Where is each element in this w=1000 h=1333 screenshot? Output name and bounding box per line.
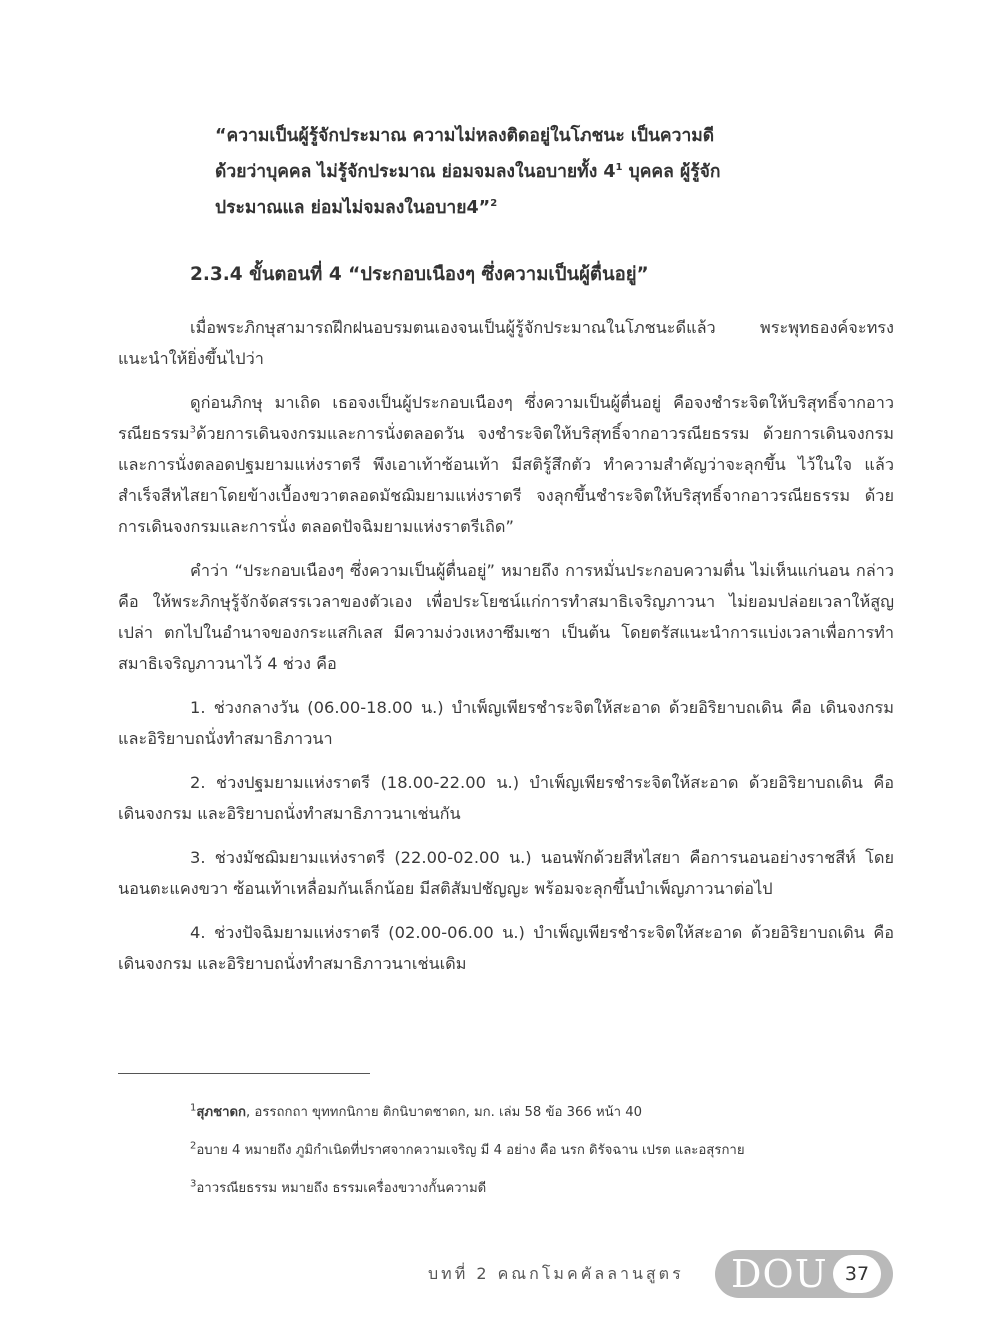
dou-logo: DOU: [731, 1252, 828, 1296]
paragraph: เมื่อพระภิกษุสามารถฝึกฝนอบรมตนเองจนเป็นผู้รู้จักประมาณในโภชนะดีแล้ว พระพุทธองค์จะทรงแนะนำให้ยิ่งขึ้นไปว่า: [118, 318, 894, 368]
footnote-ref[interactable]: 2: [490, 198, 498, 210]
quote-text: ประมาณแล ย่อมไม่จมลงในอบาย4”: [215, 198, 491, 218]
footnote-number: 3: [190, 1178, 197, 1190]
paragraph-text: ดูก่อนภิกษุ มาเถิด เธอจงเป็นผู้ประกอบเนืองๆ ซึ่งความเป็นผู้ตื่นอยู่ คือจงชำระจิตให้บริสุทธิ์จากอาวรณียธรรม: [118, 393, 894, 443]
section-heading: 2.3.4 ขั้นตอนที่ 4 “ประกอบเนืองๆ ซึ่งความเป็นผู้ตื่นอยู่”: [190, 264, 649, 285]
page-number: 37: [833, 1255, 881, 1293]
footnote-divider: [118, 1073, 370, 1074]
quote-line: [215, 190, 795, 226]
footnotes: [190, 1100, 910, 1214]
footnote-1: [190, 1100, 910, 1138]
paragraph: [118, 387, 894, 542]
paragraph: คำว่า “ประกอบเนืองๆ ซึ่งความเป็นผู้ตื่นอยู่” หมายถึง การหมั่นประกอบความตื่น ไม่เห็นแก่นอน กล่าวคือ ให้พระภิกษุรู้จักจัดสรรเวลาของตัวเอง เพื่อประโยชน์แก่การทำสมาธิเจริญภาวนา ไม่ยอมปล่อยเวลาให้สูญเปล่า ตกไปในอำนาจของกระแสกิเลส มีความง่วงเหงาซึมเซา เป็นต้น โดยตรัสแนะนำการแบ่งเวลาเพื่อการทำสมาธิเจริญภาวนาไว้ 4 ช่วง คือ: [118, 561, 894, 673]
footnote-text: อาวรณียธรรม หมายถึง ธรรมเครื่องขวางกั้นความดี: [196, 1181, 487, 1196]
list-item: 2. ช่วงปฐมยามแห่งราตรี (18.00-22.00 น.) บำเพ็ญเพียรชำระจิตให้สะอาด ด้วยอิริยาบถเดิน คือ เดินจงกรม และอิริยาบถนั่งทำสมาธิภาวนาเช่นกัน: [118, 773, 894, 823]
page-footer: [420, 1250, 895, 1300]
footnote-text: , อรรถกถา ขุททกนิกาย ติกนิบาตชาดก, มก. เล่ม 58 ข้อ 366 หน้า 40: [246, 1105, 643, 1120]
block-quote: [215, 118, 795, 226]
footnote-text: อบาย 4 หมายถึง ภูมิกำเนิดที่ปราศจากความเจริญ มี 4 อย่าง คือ นรก ดิรัจฉาน เปรต และอสุรกาย: [196, 1143, 745, 1158]
footnote-3: [190, 1176, 910, 1214]
quote-text: ด้วยว่าบุคคล ไม่รู้จักประมาณ ย่อมจมลงในอบายทั้ง 4: [215, 162, 616, 182]
quote-line: “ความเป็นผู้รู้จักประมาณ ความไม่หลงติดอยู่ในโภชนะ เป็นความดี: [215, 126, 715, 146]
footnote-2: [190, 1138, 910, 1176]
footnote-number: 1: [190, 1102, 197, 1114]
footnote-source-title: สุภชาดก: [196, 1105, 247, 1120]
quote-text: บุคคล ผู้รู้จัก: [622, 162, 721, 182]
footnote-ref[interactable]: 3: [189, 424, 196, 436]
chapter-title: บทที่ 2 คณกโมคคัลลานสูตร: [428, 1264, 684, 1283]
list-item: 3. ช่วงมัชฌิมยามแห่งราตรี (22.00-02.00 น.) นอนพักด้วยสีหไสยา คือการนอนอย่างราชสีห์ โดยนอนตะแคงขวา ซ้อนเท้าเหลื่อมกันเล็กน้อย มีสติสัมปชัญญะ พร้อมจะลุกขึ้นบำเพ็ญภาวนาต่อไป: [118, 848, 894, 898]
list-item: 1. ช่วงกลางวัน (06.00-18.00 น.) บำเพ็ญเพียรชำระจิตให้สะอาด ด้วยอิริยาบถเดิน คือ เดินจงกรม และอิริยาบถนั่งทำสมาธิภาวนา: [118, 698, 894, 748]
paragraph-text: ด้วยการเดินจงกรมและการนั่งตลอดวัน จงชำระจิตให้บริสุทธิ์จากอาวรณียธรรม ด้วยการเดินจงกรมและการนั่งตลอดปฐมยามแห่งราตรี พึงเอาเท้าซ้อนเท้า มีสติรู้สึกตัว ทำความสำคัญว่าจะลุกขึ้น ไว้ในใจ แล้วสำเร็จสีหไสยาโดยข้างเบื้องขวาตลอดมัชฌิมยามแห่งราตรี จงลุกขึ้นชำระจิตให้บริสุทธิ์จากอาวรณียธรรม ด้วยการเดินจงกรมและการนั่ง ตลอดปัจฉิมยามแห่งราตรีเถิด”: [118, 424, 894, 536]
page-badge: [715, 1250, 893, 1298]
list-item: 4. ช่วงปัจฉิมยามแห่งราตรี (02.00-06.00 น.) บำเพ็ญเพียรชำระจิตให้สะอาด ด้วยอิริยาบถเดิน คือ เดินจงกรม และอิริยาบถนั่งทำสมาธิภาวนาเช่นเดิม: [118, 923, 894, 973]
footnote-number: 2: [190, 1140, 197, 1152]
body-text: [118, 312, 894, 992]
quote-line: [215, 154, 795, 190]
footnote-ref[interactable]: 1: [615, 162, 623, 174]
